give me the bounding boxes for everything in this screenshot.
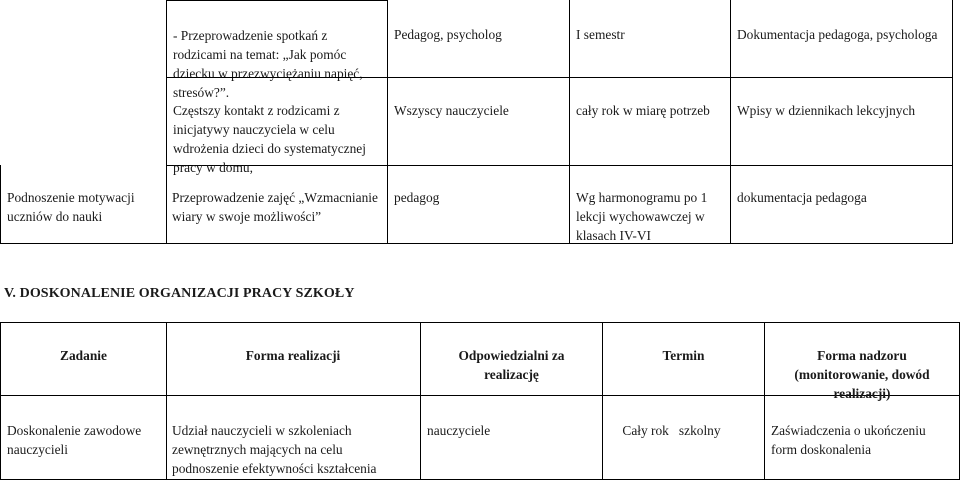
header-responsible — [421, 322, 603, 396]
cell-text: Wpisy w dziennikach lekcyjnych — [737, 103, 916, 118]
top-row1-responsible — [388, 0, 570, 78]
top-row3-term — [570, 165, 731, 244]
header-text: Termin — [662, 348, 705, 363]
top-row2-supervision — [731, 77, 953, 166]
cell-text: Wszyscy nauczyciele — [394, 103, 509, 118]
cell-text: dokumentacja pedagoga — [737, 190, 867, 205]
cell-text: Przeprowadzenie zajęć „Wzmacnianie wiary w swoje możliwości” — [172, 190, 378, 224]
top-row2-activity — [166, 77, 388, 175]
top-row2-responsible — [388, 77, 570, 166]
cell-text: nauczyciele — [427, 423, 491, 438]
top-row3-task — [0, 165, 167, 244]
cell-text: I semestr — [576, 27, 625, 42]
top-row1-term — [570, 0, 731, 78]
bottom-row1-responsible — [421, 395, 603, 480]
cell-text: cały rok w miarę potrzeb — [576, 103, 710, 118]
cell-text: Wg harmonogramu po 1 lekcji wychowawczej w klasach IV-VI — [576, 190, 708, 243]
bottom-row1-term — [603, 395, 765, 480]
cell-text: Częstszy kontakt z rodzicami z inicjatywy nauczyciela w celu wdrożenia dzieci do systematycznej pracy w domu, — [173, 103, 366, 175]
cell-text: Udział nauczycieli w szkoleniach zewnętrznych mających na celu podnoszenie efektywności kształcenia — [172, 423, 377, 476]
bottom-row1-task — [0, 395, 167, 480]
top-row2-term — [570, 77, 731, 166]
cell-text: Dokumentacja pedagoga, psychologa — [737, 27, 938, 42]
cell-text: pedagog — [394, 190, 440, 205]
header-supervision — [765, 322, 960, 401]
cell-text: Cały rok szkolny — [622, 423, 721, 438]
bottom-row1-form — [166, 395, 421, 480]
section-title: V. DOSKONALENIE ORGANIZACJI PRACY SZKOŁY — [4, 286, 355, 301]
cell-text: Doskonalenie zawodowe nauczycieli — [7, 423, 142, 457]
header-term — [603, 322, 765, 396]
header-text: Odpowiedzialni za realizację — [458, 348, 565, 382]
top-row1-activity — [166, 0, 388, 100]
cell-text: - Przeprowadzenie spotkań z rodzicami na temat: „Jak pomóc dziecku w przezwyciężaniu napięć, stresów?”. — [173, 28, 363, 100]
cell-text: Pedagog, psycholog — [394, 27, 502, 42]
top-row3-activity — [166, 165, 388, 244]
cell-text: Podnoszenie motywacji uczniów do nauki — [7, 190, 135, 224]
bottom-row1-supervision — [765, 395, 960, 480]
header-text: Forma nadzoru (monitorowanie, dowód realizacji) — [794, 348, 930, 401]
header-task — [0, 322, 167, 396]
top-row1-supervision — [731, 0, 953, 78]
top-row3-responsible — [388, 165, 570, 244]
header-text: Forma realizacji — [245, 348, 341, 363]
header-text: Zadanie — [60, 348, 107, 363]
top-row3-supervision — [731, 165, 953, 244]
cell-text: Zaświadczenia o ukończeniu form doskonalenia — [771, 423, 926, 457]
header-form — [166, 322, 421, 396]
